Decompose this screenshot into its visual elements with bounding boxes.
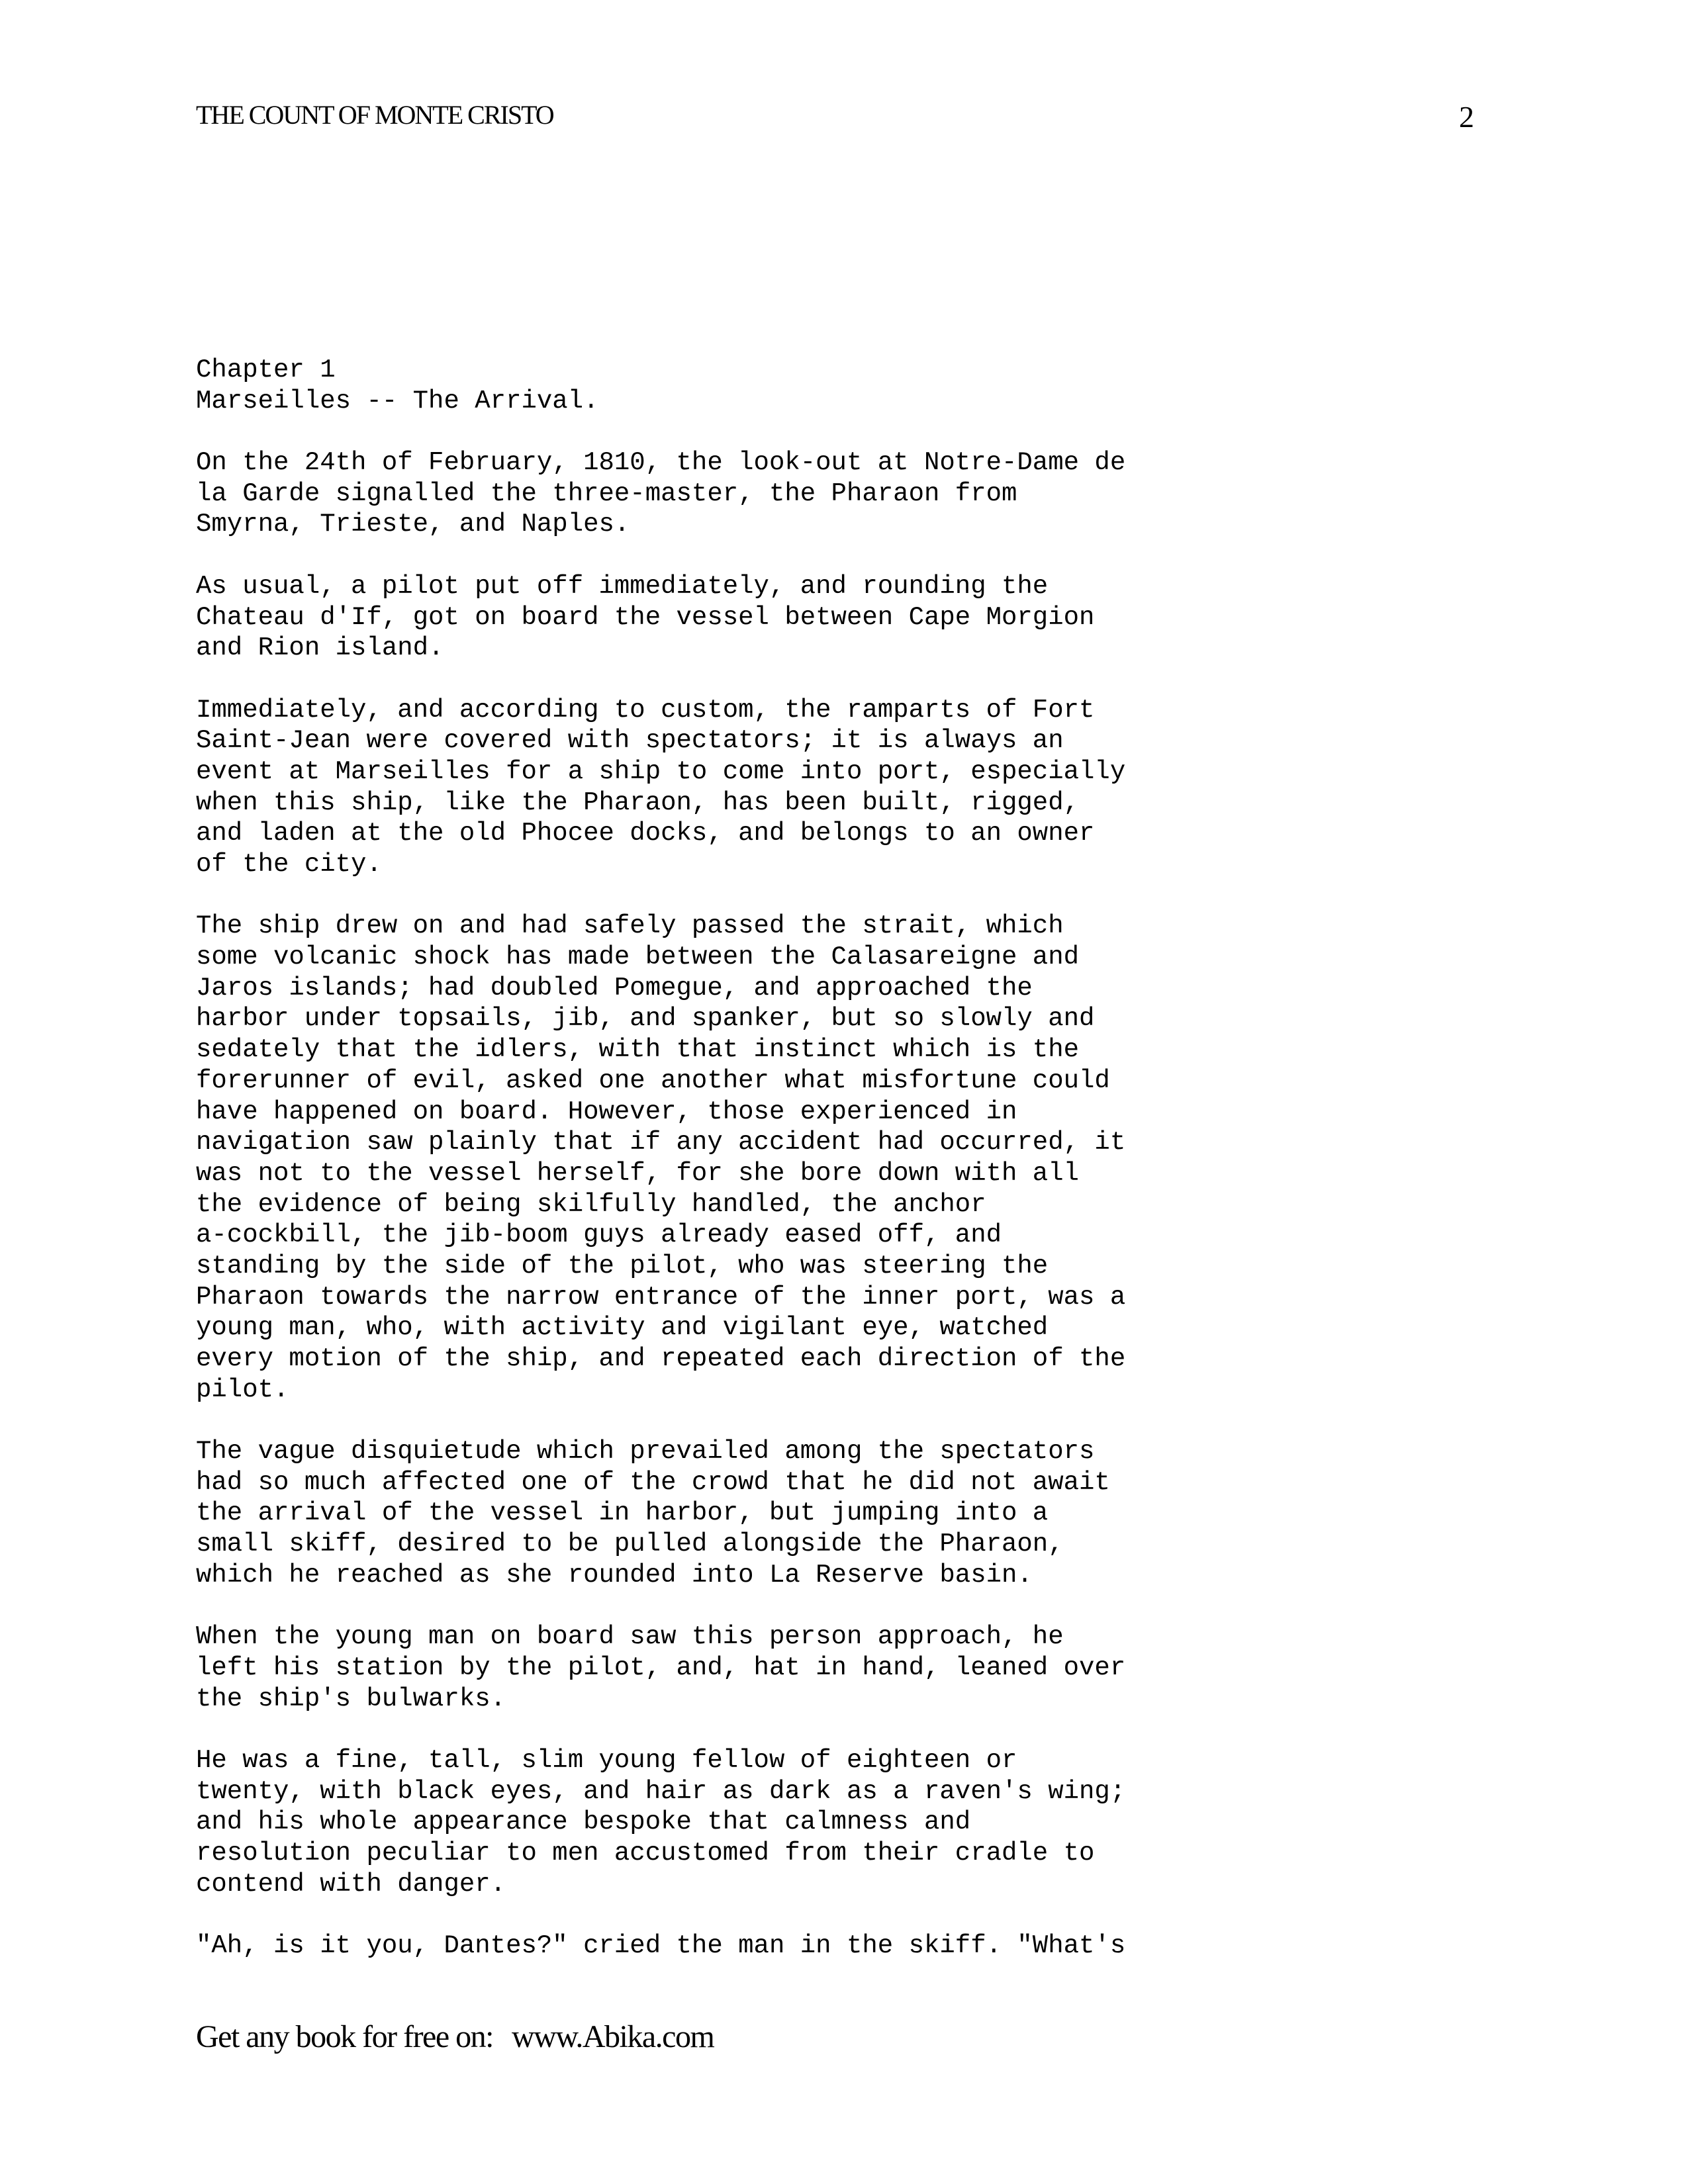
blank-line: [196, 1591, 1255, 1622]
text-line: small skiff, desired to be pulled alongside the Pharaon,: [196, 1529, 1064, 1559]
text-line: the ship's bulwarks.: [196, 1684, 506, 1713]
text-line: of the city.: [196, 850, 382, 879]
text-line: Pharaon towards the narrow entrance of the inner port, was a: [196, 1282, 1126, 1312]
text-line: every motion of the ship, and repeated each direction of the: [196, 1344, 1126, 1373]
blank-line: [196, 1405, 1255, 1436]
text-line: Immediately, and according to custom, the ramparts of Fort: [196, 695, 1095, 725]
text-line: the arrival of the vessel in harbor, but jumping into a: [196, 1498, 1049, 1528]
text-line: standing by the side of the pilot, who was steering the: [196, 1251, 1049, 1281]
text-line: Chapter 1: [196, 355, 336, 385]
text-line: a-cockbill, the jib-boom guys already eased off, and: [196, 1220, 1002, 1250]
text-line: young man, who, with activity and vigilant eye, watched: [196, 1313, 1049, 1343]
text-line: harbor under topsails, jib, and spanker, but so slowly and: [196, 1004, 1095, 1034]
text-line: The vague disquietude which prevailed among the spectators: [196, 1437, 1095, 1467]
text-line: sedately that the idlers, with that instinct which is the: [196, 1035, 1080, 1065]
text-line: twenty, with black eyes, and hair as dark as a raven's wing;: [196, 1776, 1126, 1806]
text-line: pilot.: [196, 1375, 289, 1404]
text-line: Smyrna, Trieste, and Naples.: [196, 510, 630, 539]
footer-url: www.Abika.com: [512, 2019, 714, 2054]
text-line: have happened on board. However, those experienced in: [196, 1097, 1017, 1126]
text-line: and laden at the old Phocee docks, and belongs to an owner: [196, 819, 1095, 848]
text-line: had so much affected one of the crowd that he did not await: [196, 1467, 1110, 1497]
text-line: event at Marseilles for a ship to come into port, especially: [196, 756, 1126, 786]
text-line: and his whole appearance bespoke that calmness and: [196, 1807, 971, 1837]
text-line: la Garde signalled the three-master, the Pharaon from: [196, 478, 1017, 508]
text-line: As usual, a pilot put off immediately, and rounding the: [196, 571, 1049, 601]
blank-line: [196, 664, 1255, 695]
text-line: Chateau d'If, got on board the vessel between Cape Morgion: [196, 602, 1095, 632]
page-footer: [196, 2019, 714, 2056]
text-line: navigation saw plainly that if any accident had occurred, it: [196, 1128, 1126, 1158]
text-line: left his station by the pilot, and, hat in hand, leaned over: [196, 1653, 1126, 1682]
chapter-body-text: [196, 355, 1255, 1962]
text-line: Marseilles -- The Arrival.: [196, 386, 599, 416]
text-line: When the young man on board saw this person approach, he: [196, 1622, 1064, 1652]
text-line: the evidence of being skilfully handled, the anchor: [196, 1189, 986, 1219]
footer-promo-text: Get any book for free on:: [196, 2019, 493, 2054]
text-line: was not to the vessel herself, for she bore down with all: [196, 1158, 1080, 1188]
text-line: He was a fine, tall, slim young fellow of eighteen or: [196, 1745, 1017, 1775]
text-line: some volcanic shock has made between the Calasareigne and: [196, 942, 1080, 972]
text-line: when this ship, like the Pharaon, has been built, rigged,: [196, 788, 1080, 817]
blank-line: [196, 1899, 1255, 1931]
blank-line: [196, 880, 1255, 911]
text-line: Jaros islands; had doubled Pomegue, and approached the: [196, 973, 1033, 1003]
text-line: The ship drew on and had safely passed the strait, which: [196, 911, 1064, 941]
blank-line: [196, 1714, 1255, 1745]
blank-line: [196, 540, 1255, 571]
page-number: 2: [1459, 100, 1474, 134]
text-line: contend with danger.: [196, 1869, 506, 1899]
text-line: which he reached as she rounded into La Reserve basin.: [196, 1560, 1033, 1590]
text-line: "Ah, is it you, Dantes?" cried the man in the skiff. "What's: [196, 1931, 1126, 1961]
blank-line: [196, 416, 1255, 447]
text-line: Saint-Jean were covered with spectators; it is always an: [196, 726, 1064, 756]
text-line: and Rion island.: [196, 633, 444, 663]
text-line: On the 24th of February, 1810, the look-out at Notre-Dame de: [196, 448, 1126, 478]
text-line: forerunner of evil, asked one another what misfortune could: [196, 1066, 1110, 1095]
running-title: THE COUNT OF MONTE CRISTO: [196, 100, 553, 130]
text-line: resolution peculiar to men accustomed from their cradle to: [196, 1839, 1095, 1868]
